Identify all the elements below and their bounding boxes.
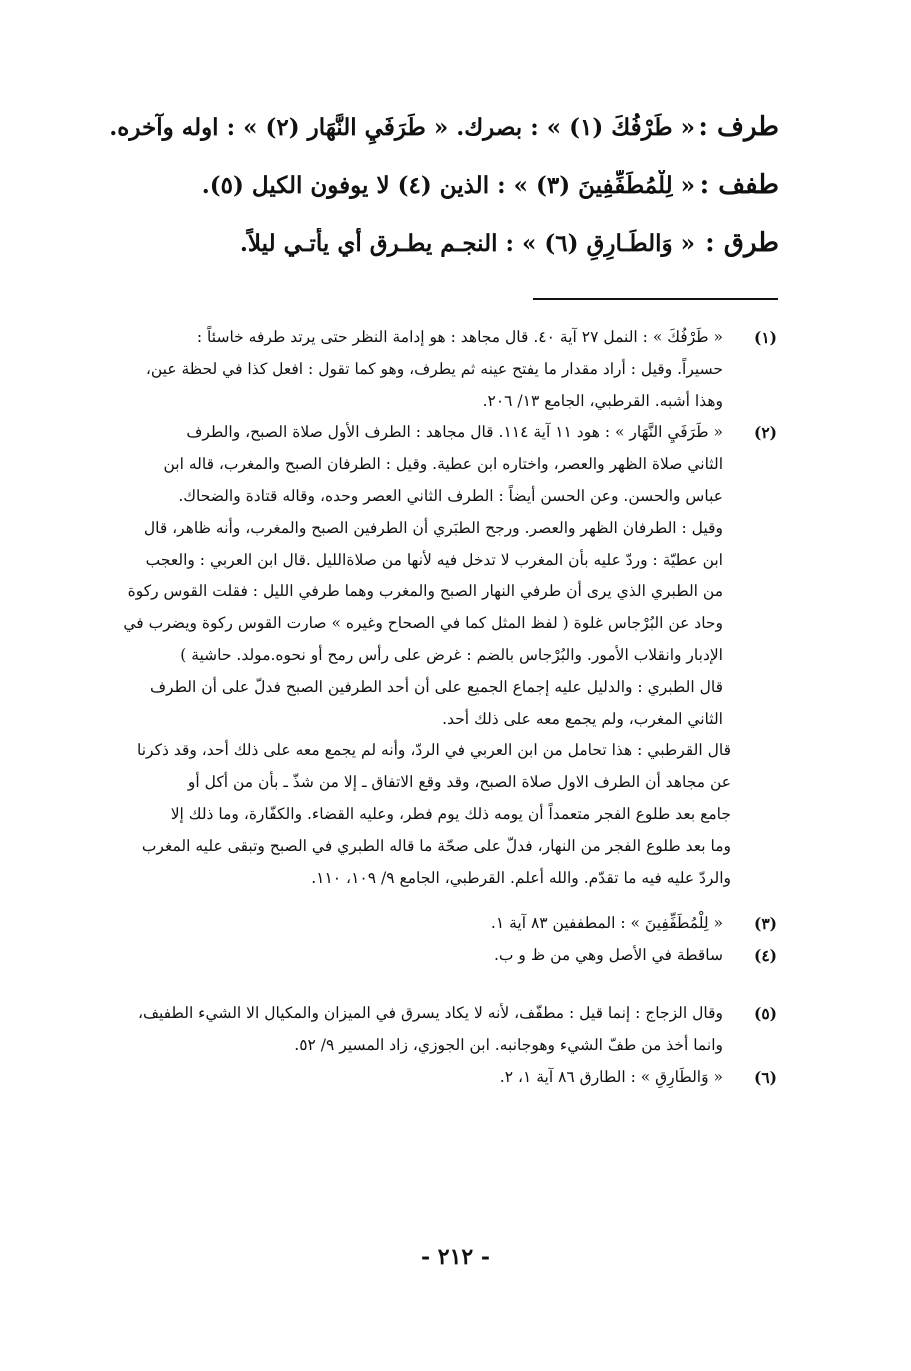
footnote-line: « وَالطَارِقِ » : الطارق ٨٦ آية ١، ٢. — [499, 1067, 723, 1086]
footnote-number: (٥) — [753, 1003, 777, 1023]
footnote-line: الثاني صلاة الظهر والعصر، واختاره ابن عطية. وقيل : الطرفان الصبح والمغرب، قاله ابن — [163, 455, 723, 474]
page-number: - ٢١٢ - — [420, 1244, 491, 1270]
footnote-4 — [97, 940, 777, 972]
footnote-line: والردّ عليه فيه ما تقدّم. والله أعلم. القرطبي، الجامع ٩/ ١٠٩، ١١٠. — [311, 868, 731, 887]
spacer — [97, 972, 777, 998]
footnote-number: (٣) — [753, 914, 777, 934]
footnote-6 — [97, 1062, 777, 1094]
entry-root: طرف : — [698, 112, 779, 142]
footnote-number: (١) — [753, 328, 777, 347]
footnote-5 — [97, 998, 777, 1062]
footnote-divider — [533, 298, 778, 300]
footnote-number: (٤) — [753, 946, 777, 966]
footnote-line: قال القرطبي : هذا تحامل من ابن العربي في الردّ، وأنه لم يجمع معه على ذلك أحد، وقد ذكرنا — [137, 741, 731, 760]
glossary-entries — [99, 112, 779, 286]
glossary-entry — [99, 170, 779, 228]
footnote-number: (٦) — [753, 1067, 777, 1087]
entry-root: طفف : — [699, 170, 779, 200]
footnote-line: جامع بعد طلوع الفجر متعمداً أن يومه ذلك يوم فطر، وعليه القضاء. والكفّارة، وما ذلك إلا — [170, 804, 731, 823]
entry-definition: « لِلْمُطَفِّفِينَ (٣) » : الذين (٤) لا يوفون الكيل (٥). — [201, 172, 695, 199]
footnote-line: من الطبري الذي يرى أن طرفي النهار الصبح والمغرب وهما طرفي الليل : فقلت القوس ركوة — [127, 582, 723, 601]
footnote-line: وحاد عن البُرْجاس غلوة ( لفظ المثل كما في الصحاح وغيره » صارت القوس ركوة ويضرب في — [123, 614, 723, 633]
entry-root: طرق : — [705, 228, 779, 258]
footnote-line: وقال الزجاج : إنما قيل : مطفّف، لأنه لا يكاد يسرق في الميزان والمكيال الا الشيء الطفيف، — [137, 1003, 723, 1022]
footnote-line: وقيل : الطرفان الظهر والعصر. ورجح الطبَري أن الطرفين الصبح والمغرب، وأنه ظاهر، قال — [143, 518, 723, 537]
footnote-line: « طَرَفَيِ النَّهَار » : هود ١١ آية ١١٤. قال مجاهد : الطرف الأول صلاة الصبح، والطرف — [186, 423, 723, 442]
footnote-line: الإدبار وانقلاب الأمور. والبُرْجاس بالضم : غرض على رأس رمح أو نحوه.مولد. حاشية ) — [180, 645, 723, 664]
footnote-2 — [97, 417, 777, 894]
footnote-line: وما بعد طلوع الفجر من النهار، فدلّ على صحّة ما قاله الطبري في الصبح وتبقى عليه المغرب — [141, 836, 731, 855]
entry-definition: « وَالطَـارِقِ (٦) » : النجـم يطـرق أي يأتـي ليلاً. — [239, 230, 695, 257]
footnote-line: حسيراً. وقيل : أراد مقدار ما يفتح عينه ثم يطرف، وهو كما تقول : افعل كذا في لحظة عين، — [145, 359, 723, 378]
footnote-line: « طَرْفُكَ » : النمل ٢٧ آية ٤٠. قال مجاهد : هو إدامة النظر حتى يرتد طرفه خاسئاً : — [196, 328, 723, 346]
glossary-entry — [99, 228, 779, 286]
footnote-line: ساقطة في الأصل وهي من ظ و ب. — [493, 946, 723, 965]
footnote-3 — [97, 908, 777, 940]
spacer — [97, 894, 777, 908]
glossary-entry — [99, 112, 779, 170]
footnote-line: قال الطبري : والدليل عليه إجماع الجميع على أن أحد الطرفين الصبح فدلّ على أن الطرف — [149, 677, 723, 696]
footnote-number: (٢) — [753, 423, 777, 443]
entry-definition: « طَرْفُكَ (١) » : بصرك. « طَرَفَيِ النَّهَار (٢) » : اوله وآخره. — [109, 114, 695, 141]
footnote-line: وهذا أشبه. القرطبي، الجامع ١٣/ ٢٠٦. — [482, 391, 723, 410]
footnote-1 — [97, 322, 777, 417]
footnotes — [97, 322, 777, 1093]
footnote-line: « لِلْمُطَفِّفِينَ » : المطففين ٨٣ آية ١. — [490, 914, 723, 933]
footnote-line: عن مجاهد أن الطرف الاول صلاة الصبح، وقد وقع الاتفاق ـ إلا من شذّ ـ بأن من أكل أو — [187, 773, 731, 792]
footnote-line: وانما أخذ من طفّ الشيء وهوجانبه. ابن الجوزي، زاد المسير ٩/ ٥٢. — [294, 1035, 723, 1054]
footnote-line: ابن عطيّة : وردّ عليه بأن المغرب لا تدخل فيه لأنها من صلاةالليل .قال ابن العربي : والعجب — [145, 550, 723, 569]
footnote-line: الثاني المغرب، ولم يجمع معه على ذلك أحد. — [442, 709, 723, 728]
footnote-line: عباس والحسن. وعن الحسن أيضاً : الطرف الثاني العصر وحده، وقاله قتادة والضحاك. — [178, 486, 723, 505]
